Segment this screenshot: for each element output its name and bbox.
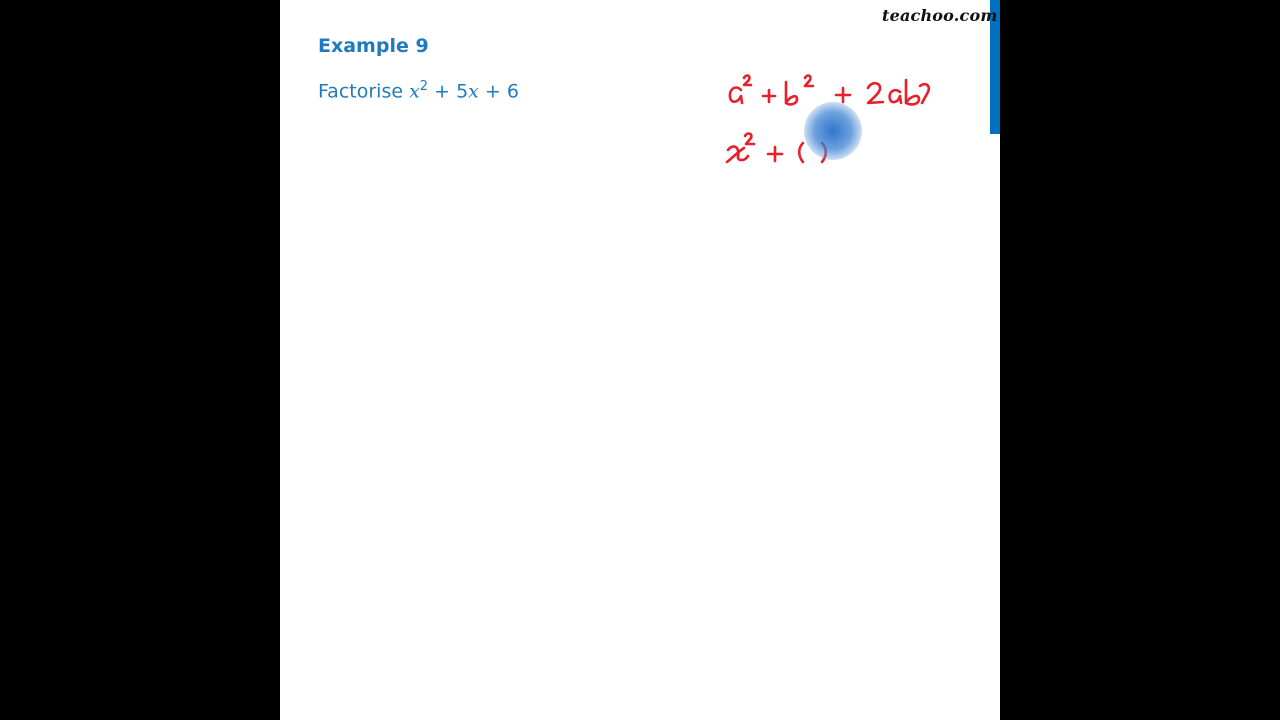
ink-sup-2c	[745, 134, 754, 144]
problem-var: x	[409, 80, 420, 103]
problem-prefix: Factorise	[318, 80, 410, 103]
ink-b2-tail	[920, 84, 929, 103]
ink-sup-2a	[744, 76, 751, 85]
laser-pointer-icon	[804, 102, 862, 160]
problem-exponent: 2	[419, 79, 429, 94]
ink-a2	[890, 90, 901, 103]
ink-sup-2b	[805, 76, 813, 86]
ink-a	[730, 88, 742, 103]
ink-b	[786, 82, 797, 104]
ink-plus-3	[768, 147, 782, 161]
brand-logo: teachoo.com	[882, 6, 998, 25]
ink-plus-1	[763, 90, 775, 102]
problem-var2: x	[468, 80, 479, 103]
ink-plus-2	[836, 88, 850, 102]
ink-b2	[906, 80, 919, 104]
example-heading: Example 9	[318, 35, 429, 57]
ink-2	[868, 83, 883, 103]
ink-paren-open	[799, 143, 803, 162]
problem-middle: + 5	[428, 80, 469, 103]
problem-tail: + 6	[478, 80, 519, 103]
